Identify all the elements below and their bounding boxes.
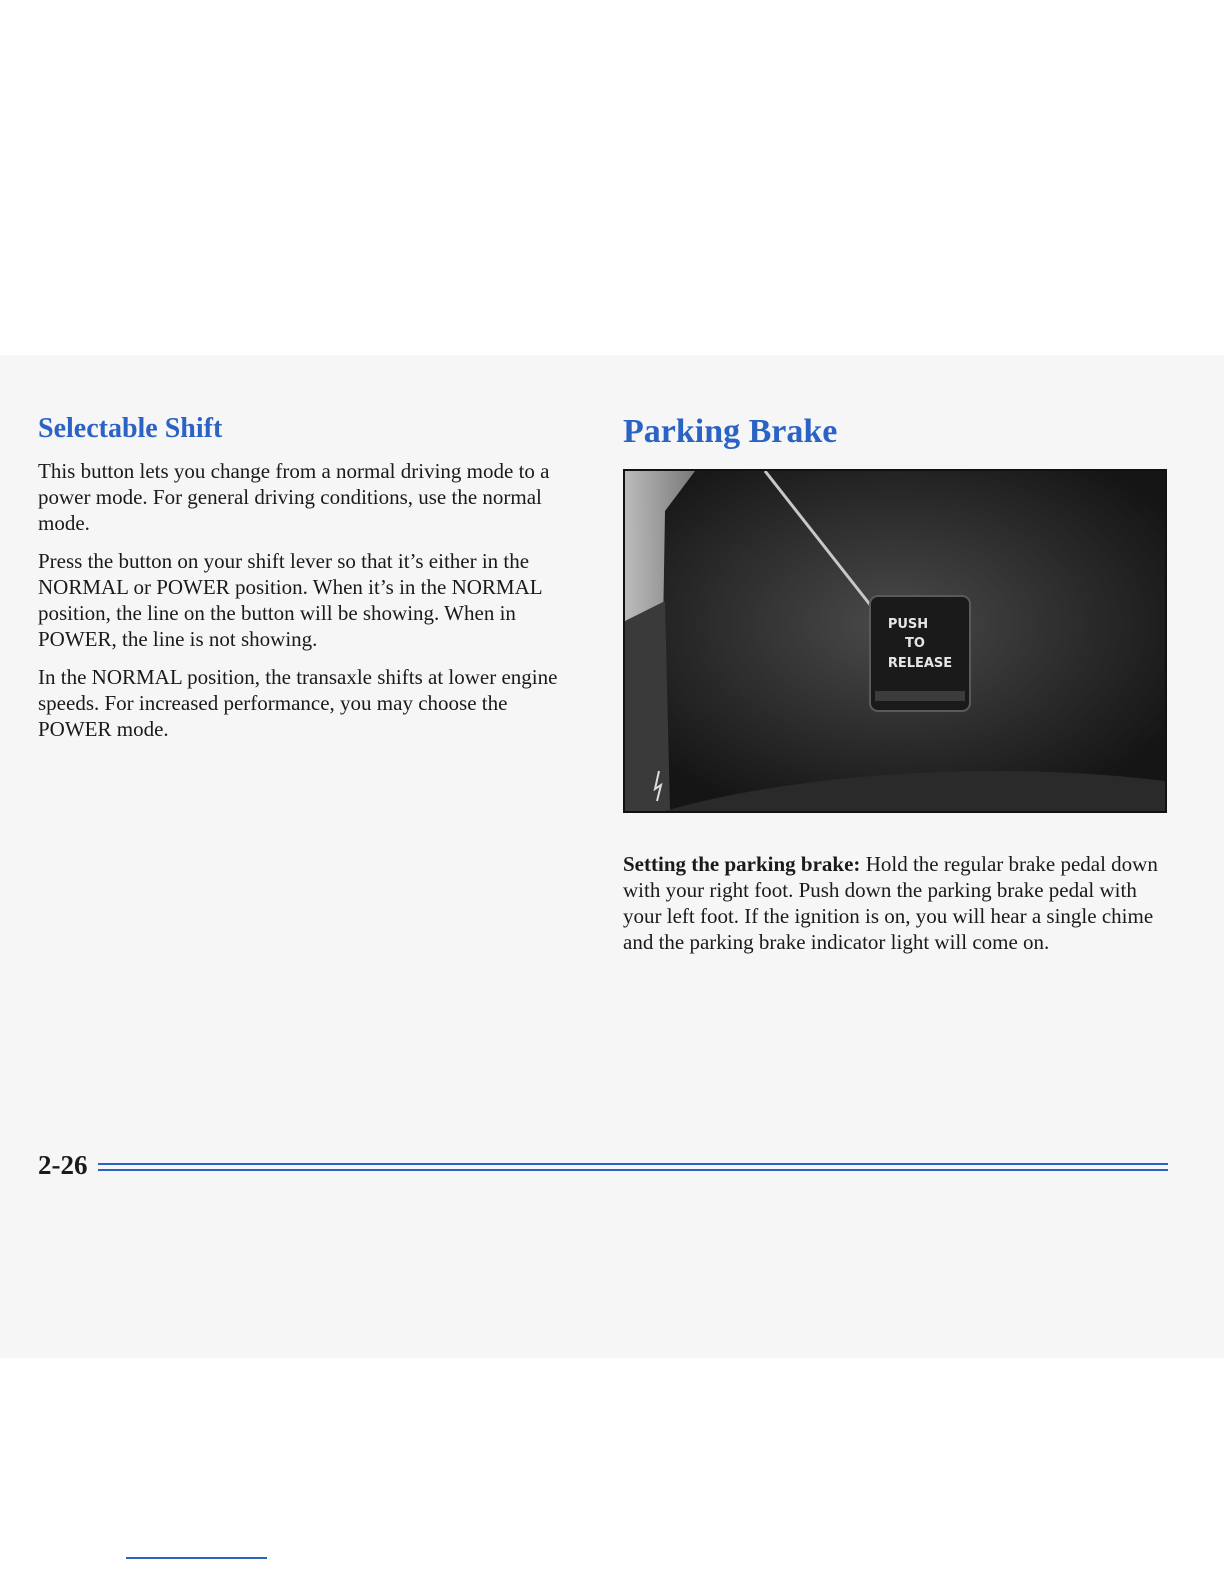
parking-brake-pedal-illustration (625, 471, 1165, 811)
footer-rule-line (98, 1169, 1169, 1171)
parking-brake-caption (623, 851, 1168, 955)
page-footer (38, 1148, 1168, 1182)
caption-text: Hold the regular brake pedal down with your right foot. Push down the parking brake pedal with your left foot. If the ignition is on, you will hear a single chime and the parking brake indicator light will come on. (623, 851, 1158, 954)
release-label-line1: PUSH (887, 616, 929, 632)
page-number: 2-26 (38, 1149, 88, 1180)
selectable-shift-paragraph: This button lets you change from a normal driving mode to a power mode. For general driving conditions, use the normal mode. (38, 458, 550, 535)
parking-brake-section (623, 412, 1168, 955)
kick-panel-shape (625, 601, 670, 811)
release-label-line2: TO (905, 635, 925, 651)
parking-brake-photo (623, 469, 1167, 813)
selectable-shift-paragraph: Press the button on your shift lever so that it’s either in the NORMAL or POWER position. When it’s in the NORMAL position, the line on the button will be showing. When in POWER, the line is not showing. (38, 548, 542, 651)
selectable-shift-paragraph: In the NORMAL position, the transaxle shifts at lower engine speeds. For increased performance, you may choose the POWER mode. (38, 664, 558, 741)
selectable-shift-heading: Selectable Shift (38, 413, 223, 444)
release-handle-lip (875, 691, 965, 701)
selectable-shift-section (38, 412, 583, 754)
footer-rule (98, 1163, 1169, 1171)
caption-lead: Setting the parking brake: (623, 851, 861, 876)
bottom-decorative-line (126, 1557, 267, 1559)
footer-rule-line (98, 1163, 1169, 1165)
parking-brake-heading: Parking Brake (623, 413, 838, 450)
release-label-line3: RELEASE (887, 655, 953, 671)
